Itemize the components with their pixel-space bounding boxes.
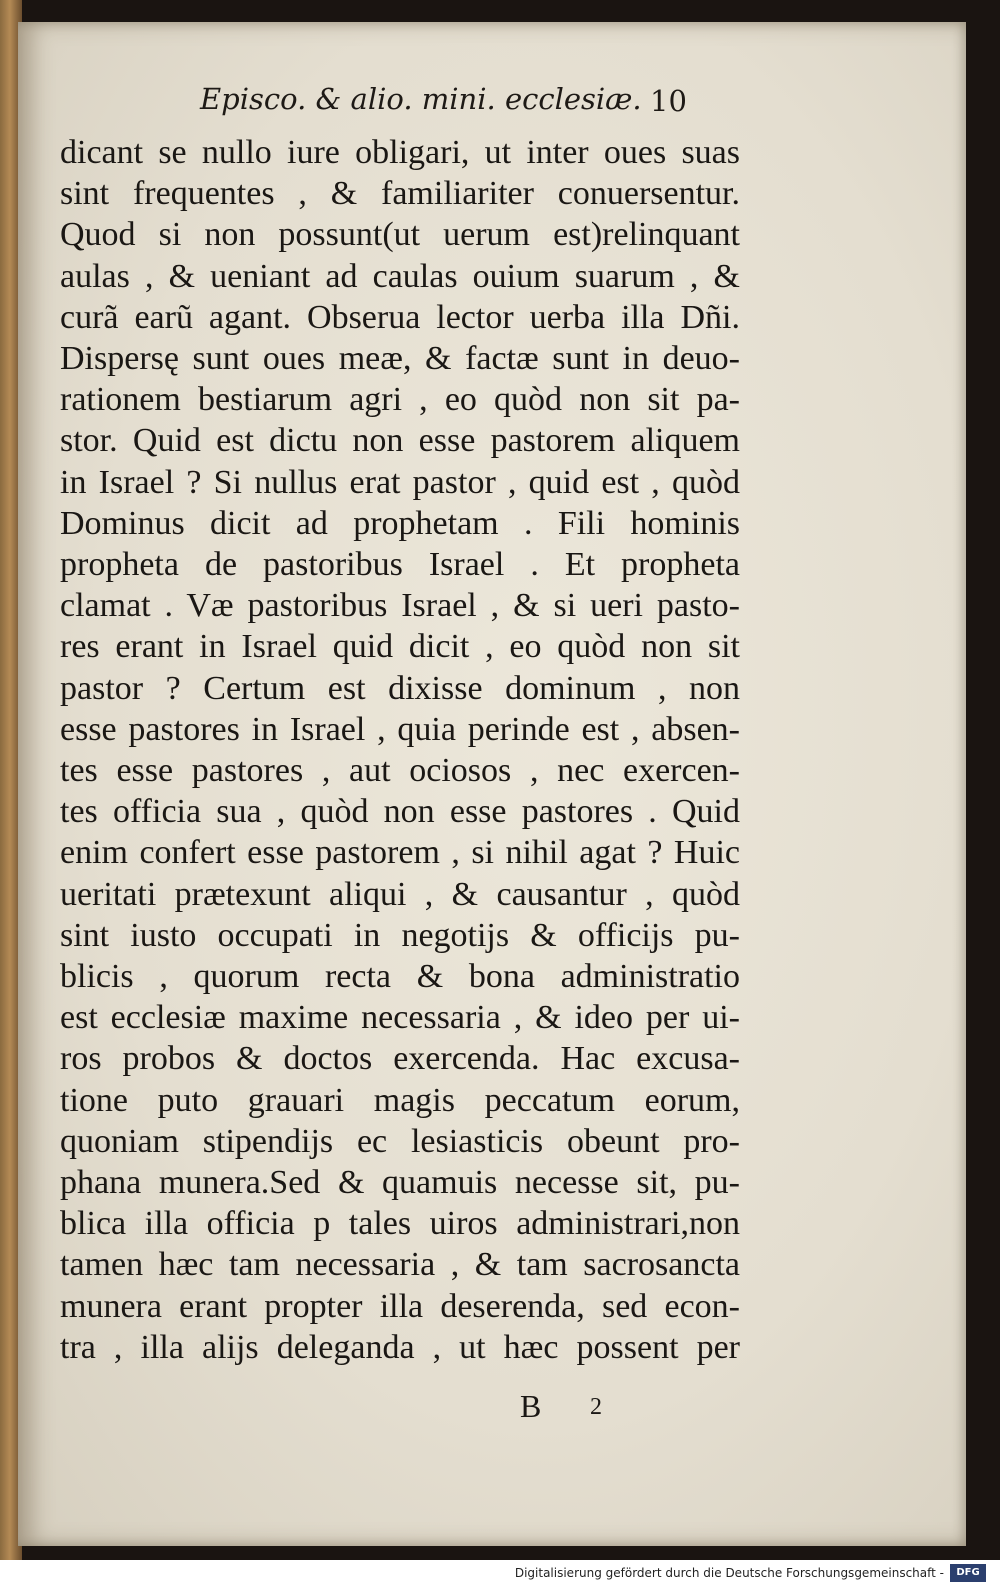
text-line: res erant in Israel quid dicit , eo quòd non sit <box>60 628 740 666</box>
text-line: curã earũ agant. Obserua lector uerba illa Dñi. <box>60 298 740 336</box>
text-line: in Israel ? Si nullus erat pastor , quid est , quòd <box>60 463 740 501</box>
text-line: esse pastores in Israel , quia perinde est , absen- <box>60 710 740 748</box>
folio-number: 10 <box>650 84 687 118</box>
signature-number: 2 <box>590 1394 602 1420</box>
body-text-block <box>60 132 740 1368</box>
text-line: tra , illa alijs deleganda , ut hæc possent per <box>60 1328 740 1366</box>
text-line: enim confert esse pastorem , si nihil agat ? Huic <box>60 834 740 872</box>
page-header <box>200 82 700 132</box>
signature-mark <box>520 1388 640 1428</box>
funding-credit: Digitalisierung gefördert durch die Deutsche Forschungsgemeinschaft - <box>514 1566 944 1580</box>
text-line: sint frequentes , & familiariter conuersentur. <box>60 175 740 213</box>
text-line: tamen hæc tam necessaria , & tam sacrosancta <box>60 1246 740 1284</box>
text-line: clamat . Væ pastoribus Israel , & si ueri pasto- <box>60 587 740 625</box>
text-line: propheta de pastoribus Israel . Et propheta <box>60 546 740 584</box>
text-line: sint iusto occupati in negotijs & officijs pu- <box>60 916 740 954</box>
text-line: tes officia sua , quòd non esse pastores . Quid <box>60 793 740 831</box>
digitization-footer <box>0 1560 1000 1588</box>
running-head: Episco. & alio. mini. ecclesiæ. <box>200 82 642 116</box>
text-line: Dominus dicit ad prophetam . Fili hominis <box>60 504 740 542</box>
text-line: blicis , quorum recta & bona administratio <box>60 958 740 996</box>
text-line: Dispersę sunt oues meæ, & factæ sunt in deuo- <box>60 340 740 378</box>
signature-letter: B <box>520 1388 542 1424</box>
text-line: tes esse pastores , aut ociosos , nec exercen- <box>60 752 740 790</box>
text-line: rationem bestiarum agri , eo quòd non sit pa- <box>60 381 740 419</box>
text-line: ueritati prætexunt aliqui , & causantur , quòd <box>60 875 740 913</box>
text-line: blica illa officia p tales uiros administrari,non <box>60 1205 740 1243</box>
text-line: aulas , & ueniant ad caulas ouium suarum , & <box>60 257 740 295</box>
text-line: pastor ? Certum est dixisse dominum , non <box>60 669 740 707</box>
text-line: est ecclesiæ maxime necessaria , & ideo per ui- <box>60 999 740 1037</box>
text-line: stor. Quid est dictu non esse pastorem aliquem <box>60 422 740 460</box>
text-line: munera erant propter illa deserenda, sed econ- <box>60 1287 740 1325</box>
text-line: dicant se nullo iure obligari, ut inter oues suas <box>60 134 740 171</box>
text-line: Quod si non possunt(ut uerum est)relinquant <box>60 216 740 254</box>
text-line: quoniam stipendijs ec lesiasticis obeunt pro- <box>60 1122 740 1160</box>
text-line: ros probos & doctos exercenda. Hac excusa- <box>60 1040 740 1078</box>
text-line: phana munera.Sed & quamuis necesse sit, pu- <box>60 1164 740 1202</box>
text-line: tione puto grauari magis peccatum eorum, <box>60 1081 740 1119</box>
dfg-logo-icon: DFG <box>950 1564 986 1582</box>
